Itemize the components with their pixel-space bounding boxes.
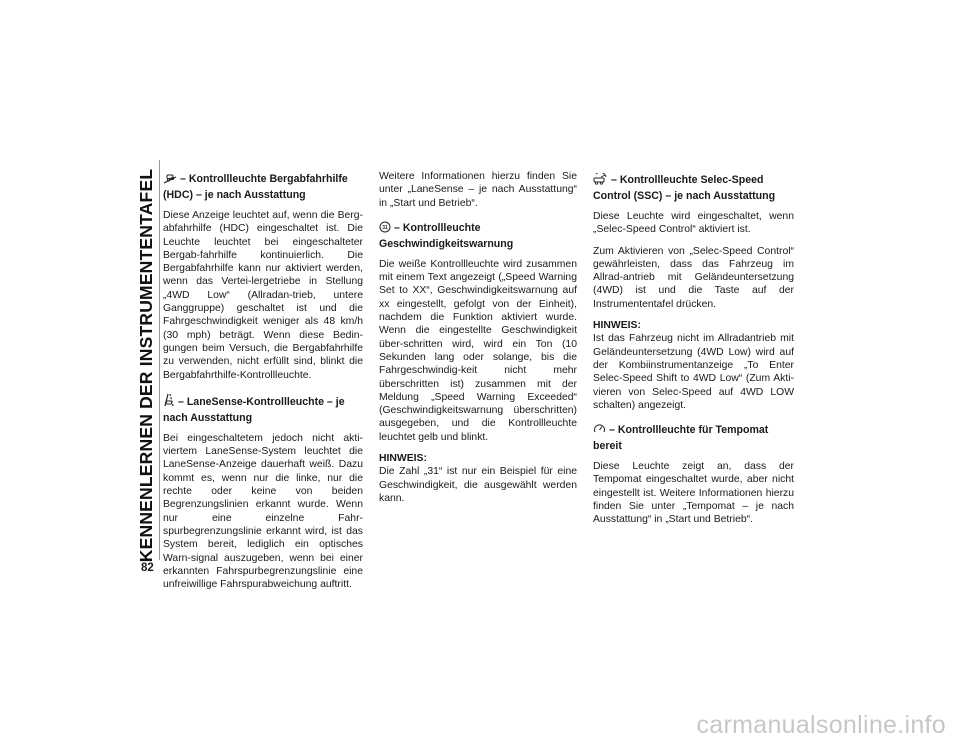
speed-warning-heading (379, 221, 577, 251)
cruise-ready-icon (593, 423, 606, 439)
column-2 (379, 170, 577, 513)
note-label: HINWEIS: (593, 320, 641, 332)
watermark: carmanualsonline.info (696, 711, 946, 739)
hdc-heading (163, 172, 363, 202)
speed-warning-heading-text: – Kontrollleuchte Geschwindigkeitswarnung (379, 221, 514, 250)
svg-text:31: 31 (382, 224, 388, 231)
column-3 (593, 173, 794, 535)
lanesense-reference-paragraph: Weitere Informationen hierzu finden Sie unter „LaneSense – je nach Ausstattung“ in „Start und Betrieb“. (379, 171, 577, 209)
speed-warning-paragraph: Die weiße Kontrollleuchte wird zusammen mit einem Text angezeigt („Speed Warning Set to XX“, Geschwindigkeitswarnung auf xx eingestellt, gefolgt von der Einheit), nachdem die Funktion aktiviert wurde. Wenn die eingestellte Geschwindigkeit über-schritten wird, wird ein Ton (10 Sekunden lang oder solange, bis die Fahrgeschwindig-keit nicht mehr überschritten ist) zusammen mit der Meldung „Speed Warning Exceeded“ (Geschwindigkeitswarnung überschritten) ausgegeben, und die Kontrollleuchte leuchtet gelb und blinkt. (379, 258, 577, 443)
selec-speed-icon (593, 173, 608, 189)
lanesense-heading-text: – LaneSense-Kontrollleuchte – je nach Ausstattung (163, 395, 345, 424)
note-text: Ist das Fahrzeug nicht im Allradantrieb mit Geländeuntersetzung (4WD Low) wird auf der Kombiinstrumentanzeige „To Enter Selec-Speed Shift to 4WD Low“ (Zum Akti-vieren von Selec-Speed auf 4WD LOW schalten) angezeigt. (593, 333, 794, 411)
side-divider (159, 160, 160, 560)
ssc-paragraph-2: Zum Aktivieren von „Selec-Speed Control“ gewährleisten, dass das Fahrzeug im Allrad-antrieb mit Geländeuntersetzung (4WD) ist und die Taste auf der Instrumententafel drücken. (593, 245, 794, 310)
page-number: 82 (141, 562, 154, 574)
lanesense-heading (163, 393, 363, 425)
cruise-heading (593, 423, 794, 453)
note-text: Die Zahl „31“ ist nur ein Beispiel für eine Geschwindigkeit, die ausgewählt werden kann. (379, 466, 577, 504)
ssc-heading (593, 173, 794, 203)
ssc-paragraph-1: Diese Leuchte wird eingeschaltet, wenn „Selec-Speed Control“ aktiviert ist. (593, 211, 794, 236)
ssc-heading-text: – Kontrollleuchte Selec-Speed Control (SSC) – je nach Ausstattung (593, 174, 776, 202)
hill-descent-icon (163, 173, 177, 188)
side-section-title-text: KENNENLERNEN DER INSTRUMENTENTAFEL (136, 168, 157, 563)
note-label: HINWEIS: (379, 453, 427, 465)
lanesense-paragraph: Bei eingeschaltetem jedoch nicht akti-viertem LaneSense-System leuchtet die LaneSense-Anzeige dauerhaft weiß. Dazu kommt es, wenn nur die linke, nur die rechte oder keine von beiden Begrenzungslinien erkannt wurde. Wenn nur eine einzelne Fahr-spurbegrenzungslinie erkannt wird, ist das System bereit, lediglich ein optisches Warn-signal auszugeben, wenn bei einer erkannten Fahrspurbegrenzungslinie eine unfreiwillige Fahrspurabweichung auftritt. (163, 432, 363, 591)
cruise-paragraph: Diese Leuchte zeigt an, dass der Tempomat eingeschaltet wurde, aber nicht eingestellt ist. Weitere Informationen hierzu finden Sie unter „Tempomat – je nach Ausstattung“ in „Start und Betrieb“. (593, 461, 794, 526)
column-1 (163, 172, 363, 599)
speed-warning-icon (379, 221, 391, 237)
hdc-paragraph: Diese Anzeige leuchtet auf, wenn die Berg-abfahrhilfe (HDC) eingeschaltet ist. Die Leuchte leuchtet bei eingeschalteter Bergab-fahrhilfe kontinuierlich. Die Bergabfahrhilfe kann nur aktiviert werden, wenn das Vertei-lergetriebe in Stellung „4WD Low“ (Allradan-trieb, untere Ganggruppe) geschaltet ist und die Fahrgeschwindigkeit weniger als 48 km/h (30 mph) beträgt. Wenn diese Bedin-gungen beim Versuch, die Bergabfahrhilfe zu verwenden, nicht erfüllt sind, blinkt die Bergabfahrthilfe-Kontrollleuchte. (163, 210, 363, 381)
ssc-note (593, 319, 794, 412)
speed-warning-note (379, 452, 577, 505)
side-section-title (137, 168, 157, 563)
cruise-heading-text: – Kontrollleuchte für Tempomat bereit (593, 424, 769, 453)
lanesense-icon (163, 393, 175, 411)
hdc-heading-text: – Kontrollleuchte Bergabfahrhilfe (HDC) – je nach Ausstattung (163, 173, 348, 201)
